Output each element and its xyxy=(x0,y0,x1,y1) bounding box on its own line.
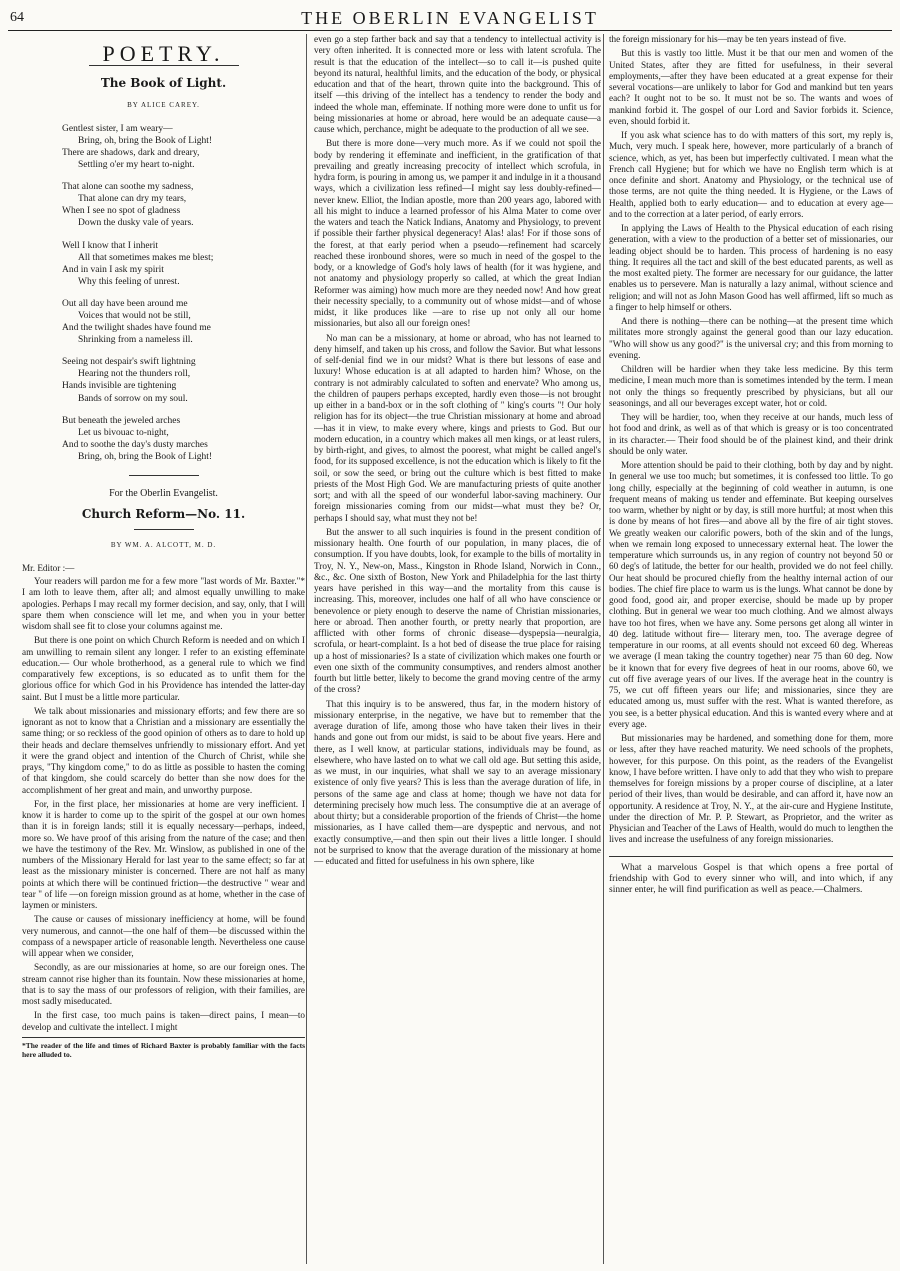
poem-line: And in vain I ask my spirit xyxy=(62,264,164,275)
article-paragraph: But this is vastly too little. Must it be that our men and women of the United States, after they are fitted for usefulness, in their several employments,—after they have been educated at a great expense for their several vocations—are unlikely to labor for God and mankind but ten years each? It ought not to be so. It must not be so. The wants and woes of mankind forbid it. The gospel of our Lord and Savior forbids it. Science, even, should forbid it. xyxy=(609,48,893,126)
column-1 xyxy=(22,34,305,1262)
poem-line: Hands invisible are tightening xyxy=(62,381,177,392)
poem-line: That alone can soothe my sadness, xyxy=(62,182,194,193)
article-byline: BY WM. A. ALCOTT, M. D. xyxy=(110,540,217,549)
poem-line: Shrinking from a nameless ill. xyxy=(78,335,193,346)
poem-stanza xyxy=(62,356,305,404)
poem-line: There are shadows, dark and dreary, xyxy=(62,147,200,158)
poem-line: That alone can dry my tears, xyxy=(78,194,187,205)
poem-stanza xyxy=(62,415,305,463)
poem-line: Well I know that I inherit xyxy=(62,240,159,251)
poem-line: Bring, oh, bring the Book of Light! xyxy=(78,451,213,462)
poem-stanza xyxy=(62,123,305,171)
article-paragraph: In the first case, too much pains is taken—direct pains, I mean—to develop and cultivate the intellect. I might xyxy=(22,1010,305,1032)
article-paragraph: For, in the first place, her missionaries at home are very inefficient. I know it is harder to come up to the spirit of the gospel at our own homes than it is in foreign lands; still it is equally necessary—perhaps, indeed, more so. We have proof of this arising from the nature of the case; and then we have the testimony of the Rev. Mr. Winslow, as published in one of the numbers of the Missionary Herald for last year to the same effect; so far at least as the missionary minister is concerned. There are not half as many points at which there will be continued friction—the destructive " wear and tear " of life —on foreign mission ground as at home, whether in the case of laymen or ministers. xyxy=(22,798,305,910)
article-paragraph: If you ask what science has to do with matters of this sort, my reply is, Much, very much. I speak here, however, more particularly of a branch of science, which, as yet, has been but imperfectly cultivated. I mean what the French call Hygiene; but for which we have no English term which is at once definite and short. Anatomy and Physiology, or the technical use of those terms, are not quite the thing needed. It is Hygiene, or the Laws of Health, applied both to early education— and to education at every age—and to the correction at a later period, of early errors. xyxy=(609,130,893,219)
article-paragraph: But missionaries may be hardened, and something done for them, more or less, after they have reached maturity. We need schools of the prophets, however, for this purpose. On this point, as the readers of the Evangelist know, I have before written. I have only to add that they who wish to prepare themselves for foreign missions by a proper course of discipline, at a later period of their lives, than would be desirable, and can afford it, have now an opportunity. A residence at Troy, N. Y., at the air-cure and Hygiene Institute, under the direction of Mr. P. P. Stewart, as Proprietor, and the writer as Physician and Teacher of the Laws of Health, would do much to lengthen the lives and increase the usefulness of any foreign missionaries. xyxy=(609,733,893,845)
poem-line: Settling o'er my heart to-night. xyxy=(78,160,195,171)
poem-line: Why this feeling of unrest. xyxy=(78,276,180,287)
article-paragraph: Secondly, as are our missionaries at home, so are our foreign ones. The stream cannot rise higher than its fountain. Now these missionaries at home, that is to say the mass of our professors of religion, with their families, are most sadly miseducated. xyxy=(22,962,305,1006)
closing-quote: What a marvelous Gospel is that which opens a free portal of friendship with God to every sinner who will, and into which, if any sinner enter, he will find purification as well as peace.—Chalmers. xyxy=(609,862,893,895)
article-paragraph: The cause or causes of missionary inefficiency at home, will be found very numerous, and cannot—the one half of them—be discussed within the compass of a newspaper article of reasonable length. Nevertheless one cause will appear when we consider, xyxy=(22,914,305,958)
page-number: 64 xyxy=(10,10,24,25)
poem-line: Hearing not the thunders roll, xyxy=(78,369,191,380)
article-title: Church Reform—No. 11. xyxy=(81,507,246,522)
page-header xyxy=(0,0,900,28)
article-paragraph: But there is more done—very much more. As if we could not spoil the body by rendering it effeminate and inefficient, in the gratification of that prevailing and greatly increasing precocity of intellect which scrofula, in hydra form, is pouring in among us, we pamper it and indulge in it a thousand ways, which a civilization less refined—I might say less doubly-refined—never knew. Elliot, the Indian apostle, more than 200 years ago, labored with all his might to induce a learned professor of his Alma Mater to come over the waters and teach the Natick Indians, Anatomy and Physiology, to prevent if possible their farther physical degeneracy! Alas! alas! For if those sons of the forest, at that early period when a pseudo—refinement had scarcely reached these ironbound shores, were so much in need of the gospel to the body, or a knowledge of God's holy laws of health (for it was hygiene, and not anatomy and physiology properly so called, at which the great Indian Reformer was aiming) how much more are they needed now! And how great their necessity specially, to a community out of whose midst—and of whose midst, it like produces like —are to rise up not only all our home missionaries, but also all our foreign ones! xyxy=(314,138,601,329)
poem-stanza xyxy=(62,240,305,288)
poem-title: The Book of Light. xyxy=(100,76,227,91)
article-paragraph: No man can be a missionary, at home or abroad, who has not learned to deny himself, and taken up his cross, and follow the Savior. But what lessons of self-denial find we in our midst? What is there but lessons of ease and luxury! Whose education is at all adapted to harden him? Whose, on the contrary is not admirably calculated to soften and enervate? Who among us, the children of paupers perhaps excepted, hardly even those—is not brought up either in a band-box or in the soft clothing of " king's courts "! Our holy religion has for its object—the true Christian missionary at home and abroad—has it in view, to make every where, kings and priests to God. But our modern education, in a country which makes all men kings, or at least rulers, by birth-right, and gives, to almost the poorest, what might be called angel's food, for its supposed excellence, is not the education which is likely to fit the soil, or sow the seed, or bring out the culture which is best fitted to make priests of the Most High God. We are manufacturing priests of quite another sort; and with all the speed of our wonderful labor-saving machinery. Our foreign missionaries coming from our midst—what must they be? Or, perhaps I should say, what must they not be! xyxy=(314,332,601,523)
poem-stanza xyxy=(62,181,305,229)
poem-line: And the twilight shades have found me xyxy=(62,323,211,334)
poem-body xyxy=(22,123,305,463)
section-separator xyxy=(129,475,199,476)
salutation: Mr. Editor :— xyxy=(22,562,75,573)
article-paragraph: More attention should be paid to their clothing, both by day and by night. In general we use too much; but sometimes, it is confessed too little. To go long chilly, especially at the beginning of cold weather in autumn, is one frequent means of making us tender and effeminate. But keeping ourselves too warm, whether by night or by day, is still more hurtful; at most when this is done by means of hot fires—and above all by the fire of air tight stoves. We greatly weaken our calorific powers, both of the skin and of the lungs, when we remain long exposed to unnecessary external heat. The lower the temperature which surrounds us, in any region of country not beyond 50 or 60 deg's of latitude, the better for our health, provided we do not feel chilly. Our heat should be procured chiefly from the healthy internal action of our bodies. The chief fire place to warm us is the lungs. What cannot be done by good food, good air, and proper exercise, should be made up by proper clothing. But in general we wear too much clothing. And we almost always have too hot fires, when we have any. Some persons get along all winter in 40 deg. latitude without fire— literary men, too. The average degree of temperature in our rooms, at all events should not exceed 60 deg. Whereas we average (I mean taking the country together) near 75 than 60 deg. Now be it known that for every five degrees of heat in our rooms, above 60, we cut off five average years of our lives. If the average heat in the country is 75, we cut off fifteen years our life; and missionaries, since they are educated among us, must suffer with the rest. What is wanted therefore, as you see, is a better physical education. And this is wanted every where and at every age. xyxy=(609,460,893,729)
poem-line: Gentlest sister, I am weary— xyxy=(62,123,173,134)
poem-line: All that sometimes makes me blest; xyxy=(78,252,214,263)
poem-line: Voices that would not be still, xyxy=(78,310,191,321)
column-2 xyxy=(314,34,601,1262)
article-title-rule xyxy=(134,529,194,530)
article-paragraph: In applying the Laws of Health to the Physical education of each rising generation, with a view to the production of a better set of missionaries, our leading object should be to harden. This process of hardening is no easy thing. It requires all the tact and skill of the best educated parents, as well as the most exalted piety. The former are necessary for our guidance, the latter enables us to persevere. Man is naturally a lazy animal, without science and religion; and will not as John Mason Good has well affirmed, lift so much as a finger to help himself or others. xyxy=(609,223,893,312)
poem-line: Seeing not despair's swift lightning xyxy=(62,357,196,368)
masthead: THE OBERLIN EVANGELIST xyxy=(301,8,599,28)
article-body-col2 xyxy=(314,34,601,867)
article-body-col3 xyxy=(609,34,893,846)
column-divider-1 xyxy=(306,34,307,1264)
poem-line: When I see no spot of gladness xyxy=(62,206,181,217)
article-paragraph: the foreign missionary for his—may be ten years instead of five. xyxy=(609,34,847,44)
article-body-col1 xyxy=(22,576,305,1033)
column-divider-2 xyxy=(603,34,604,1264)
poem-line: But beneath the jeweled arches xyxy=(62,415,181,426)
article-paragraph: But there is one point on which Church Reform is needed and on which I am unwilling to remain silent any longer. I refer to an existing effeminate education.— Our whole brotherhood, as a general rule to which we find comparatively few exceptions, is so educated as to unfit them for the glorious office for which God in his Providence has intended the latter-day saint. But I must be a little more particular. xyxy=(22,635,305,702)
article-paragraph: That this inquiry is to be answered, thus far, in the modern history of missionary enterprise, in the negative, we have but to remember that the average duration of life, among those who have taken their lives in their hands and gone out from our midst, is said to be about five years. Here and there, as I well know, at particular stations, individuals may be found, as elsewhere, who have lasted on to what we call old age. But setting this aside, as we must, in our inquiries, what shall we say to an average missionary existence of only five years? This is less than the average duration of life, in persons of the same age and class at home; though we have not data for determining precisely how much less. The consumptive die at an average of about thirty; but a considerable proportion of the friends of Christ—the home missionaries, as I have called them—are dyspeptic and nervous, and not exactly consumptive,—and then spin out their lives a little longer. I should not be surprised to know that the average duration of the missionary at home— educated and fitted for usefulness in his own sphere, like xyxy=(314,698,601,866)
article-paragraph: But the answer to all such inquiries is found in the present condition of missionary health. One fourth of our population, in many places, die of consumption. If you have doubts, look, for example to the bills of mortality in Troy, N. Y., New-on, Mass., Kingston in Rhode Island, Norwich in Conn., &c., &c. One sixth of Boston, New York and Philadelphia for the last thirty years have perished in this way—and the mortality from this cause is increasing. This, moreover, includes one half of all who have conscience or benevolence or piety enough to deserve the name of Christian missionaries, here or abroad. Then another fourth, or pretty nearly that proportion, are afflicted with other forms of chronic disease—dyspepsia—neuralgia, scrofula, or heart-complaint. Is a hot bed of disease the true place for raising up a host of missionaries? Is a state of civilization which makes one fourth or even one sixth of the community consumptives, and renders almost another fourth but little better, likely to become the grand moving centre of the army of the cross? xyxy=(314,526,601,695)
poem-line: Let us bivouac to-night, xyxy=(78,427,169,438)
article-paragraph: even go a step farther back and say that a tendency to intellectual activity is very often inherited. It is connected more or less with latent scrofula. The result is that the education of the intellect—so to call it—is pushed quite beyond its natural, healthful limits, and the education of the body, or physical education and that of the heart, thrown quite into the background. This of itself —this driving of the intellect has a tendency to render the body and indeed the whole man, effeminate. If nothing more were done to unfit us for being missionaries at home or abroad, here would be an adequate cause—a cause which, perchance, might be adequate to the production of all we see. xyxy=(314,34,601,134)
for-line: For the Oberlin Evangelist. xyxy=(109,488,218,499)
column-3 xyxy=(609,34,893,1262)
poem-byline: BY ALICE CAREY. xyxy=(127,100,200,109)
article-paragraph: And there is nothing—there can be nothing—at the present time which militates more strongly against the general good than our lazy education. "Who will show us any good?" is the universal cry; and this from morning to evening. xyxy=(609,316,893,360)
article-paragraph: Your readers will pardon me for a few more "last words of Mr. Baxter."* I am loth to leave them, after all; and almost equally unwilling to make apologies. Perhaps I may recall my former decision, and say, only, that I will spare them when conscience will let me, and when you in your better wisdom shall see fit to close your columns against me. xyxy=(22,576,305,631)
footnote: *The reader of the life and times of Richard Baxter is probably familiar with the facts here alluded to. xyxy=(22,1037,305,1059)
article-paragraph: We talk about missionaries and missionary efforts; and few there are so ignorant as not to know that a Christian and a missionary are essentially the same thing; or so reckless of the good opinion of others as to dare to hold up their heads and declare themselves unfriendly to missionary effort. And yet it were the grand object and intention of the Church of Christ, while she prays, "Thy kingdom come," to do as little as possible to hasten the coming of that kingdom, she could scarcely do better than she now does for the accomplishment of her great and main, and unworthy purpose. xyxy=(22,705,305,795)
poem-line: Down the dusky vale of years. xyxy=(78,218,194,229)
poem-stanza xyxy=(62,298,305,346)
closing-rule xyxy=(609,856,893,857)
header-rule xyxy=(8,30,892,31)
poem-line: Bring, oh, bring the Book of Light! xyxy=(78,135,213,146)
article-paragraph: Children will be hardier when they take less medicine. By this term medicine, I mean much more than is sometimes intended by the term. I mean not only the things so frequently prescribed by physicians, but all our seasonings, and all our beverages except water, hot or cold. xyxy=(609,364,893,408)
poem-line: Bands of sorrow on my soul. xyxy=(78,393,188,404)
poetry-section-title: POETRY. xyxy=(102,41,225,66)
poem-line: And to soothe the day's dusty marches xyxy=(62,439,208,450)
article-paragraph: They will be hardier, too, when they receive at our hands, much less of hot food and drink, as well as of that which is greasy or is too concentrated in its character.— Their food should be of the plainest kind, and their drink should be only water. xyxy=(609,412,893,456)
poem-line: Out all day have been around me xyxy=(62,298,188,309)
